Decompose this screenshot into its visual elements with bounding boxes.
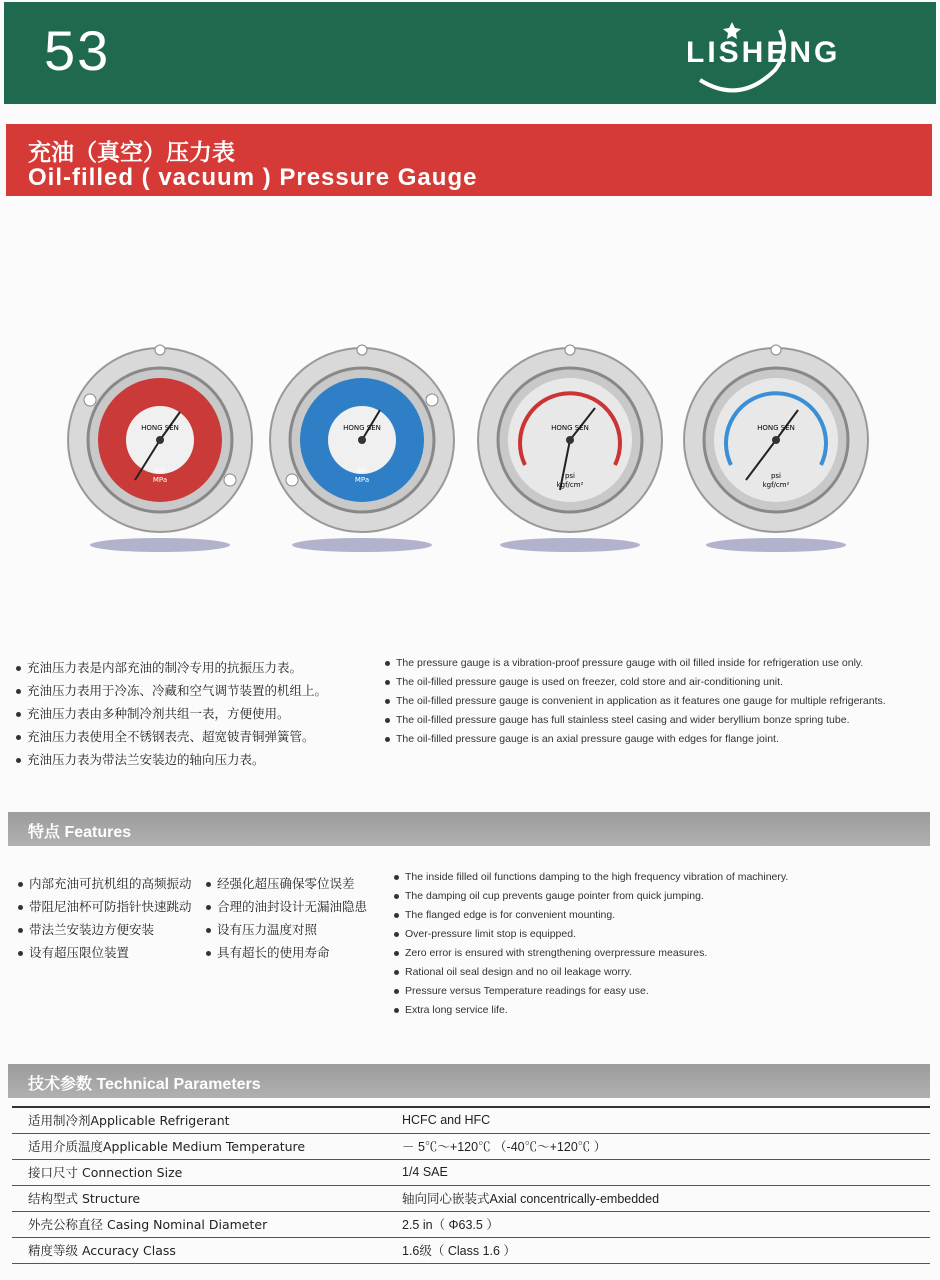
list-item: 充油压力表为带法兰安装边的轴向压力表。 [16,748,327,771]
technical-heading: 技术参数 Technical Parameters [28,1076,261,1093]
param-label: 接口尺寸 Connection Size [28,1165,183,1180]
features-list-chinese-col1 [18,872,192,964]
bullet-icon [16,758,21,763]
gauge-blue-unit1: psi [356,466,368,474]
gauge-r410a-unit1: psi [770,472,782,480]
title-band [6,124,932,196]
list-item: 内部充油可抗机组的高频振动 [18,872,192,895]
list-item: Zero error is ensured with strengthening overpressure measures. [394,944,788,963]
gauge-r410a-unit2: kgf/cm² [762,481,790,489]
param-value: HCFC and HFC [402,1113,491,1128]
bullet-icon [394,875,399,880]
param-label: 结构型式 Structure [28,1191,141,1206]
param-value: 1.6级（ Class 1.6 ） [402,1244,516,1258]
param-label: 精度等级 Accuracy Class [28,1243,176,1258]
brand-logo [680,10,860,98]
gauge-blue-unit2: MPa [354,476,370,484]
bullet-icon [16,735,21,740]
list-item: The oil-filled pressure gauge is convenient in application as it features one gauge for multiple refrigerants. [385,692,886,711]
bullet-icon [206,951,211,956]
features-section-header [8,812,930,846]
param-label: 适用制冷剂Applicable Refrigerant [28,1113,230,1129]
bullet-icon [394,970,399,975]
bullet-icon [394,951,399,956]
list-item: 充油压力表使用全不锈钢表壳、超宽铍青铜弹簧管。 [16,725,327,748]
bullet-icon [16,689,21,694]
bullet-icon [18,882,23,887]
list-item: Rational oil seal design and no oil leakage worry. [394,963,788,982]
technical-parameters-table [12,1106,930,1264]
list-item: The oil-filled pressure gauge is used on freezer, cold store and air-conditioning unit. [385,673,886,692]
intro-list-english [385,654,886,749]
table-row [12,1237,930,1263]
bullet-icon [385,661,390,666]
gauge-r404a-brand: HONG SEN [551,424,589,432]
list-item: 经强化超压确保零位误差 [206,872,367,895]
technical-section-header [8,1064,930,1098]
list-item: 设有超压限位装置 [18,941,192,964]
bullet-icon [385,718,390,723]
table-row [12,1159,930,1185]
table-row [12,1133,930,1159]
title-chinese: 充油（真空）压力表 [28,140,235,166]
param-label: 外壳公称直径 Casing Nominal Diameter [28,1217,268,1232]
gauge-photos [0,340,940,570]
param-value: 1/4 SAE [402,1165,448,1179]
brand-name: LISHENG [686,36,841,69]
gauge-r404a-unit1: psi [564,472,576,480]
bullet-icon [18,951,23,956]
table-row [12,1107,930,1133]
list-item: The flanged edge is for convenient mounting. [394,906,788,925]
bullet-icon [16,712,21,717]
list-item: 充油压力表由多种制冷剂共组一表，方便使用。 [16,702,327,725]
gauge-red-brand: HONG SEN [141,424,179,432]
bullet-icon [18,928,23,933]
gauge-r404a-unit2: kgf/cm² [556,481,584,489]
gauge-r404a-image [470,340,670,560]
list-item: 充油压力表用于冷冻、冷藏和空气调节装置的机组上。 [16,679,327,702]
features-heading: 特点 Features [28,824,132,841]
bullet-icon [206,928,211,933]
list-item: 带法兰安装边方便安装 [18,918,192,941]
bullet-icon [18,905,23,910]
gauge-blue-image [262,340,462,560]
gauge-r410a-brand: HONG SEN [757,424,795,432]
table-row [12,1185,930,1211]
list-item: Over-pressure limit stop is equipped. [394,925,788,944]
header-band [4,2,936,104]
list-item: 带阻尼油杯可防指针快速跳动 [18,895,192,918]
list-item: Pressure versus Temperature readings for easy use. [394,982,788,1001]
gauge-red-unit2: MPa [152,476,168,484]
list-item: The oil-filled pressure gauge has full stainless steel casing and wider beryllium bonze spring tube. [385,711,886,730]
bullet-icon [206,882,211,887]
bullet-icon [394,932,399,937]
list-item: 设有压力温度对照 [206,918,367,941]
bullet-icon [16,666,21,671]
list-item: Extra long service life. [394,1001,788,1020]
param-value: － 5℃～+120℃ （-40℃～+120℃ ） [402,1140,607,1154]
bullet-icon [394,913,399,918]
list-item: The pressure gauge is a vibration-proof pressure gauge with oil filled inside for refrigeration use only. [385,654,886,673]
bullet-icon [385,737,390,742]
title-english: Oil-filled ( vacuum ) Pressure Gauge [28,164,478,191]
features-list-english [394,868,788,1020]
bullet-icon [394,989,399,994]
bullet-icon [206,905,211,910]
list-item: 充油压力表是内部充油的制冷专用的抗振压力表。 [16,656,327,679]
param-value: 2.5 in（ Φ63.5 ） [402,1218,499,1232]
param-label: 适用介质温度Applicable Medium Temperature [28,1139,306,1154]
features-list-chinese-col2 [206,872,367,964]
gauge-red-image [60,340,260,560]
bullet-icon [385,699,390,704]
list-item: The damping oil cup prevents gauge pointer from quick jumping. [394,887,788,906]
param-value: 轴向同心嵌装式Axial concentrically-embedded [402,1192,660,1206]
list-item: The oil-filled pressure gauge is an axial pressure gauge with edges for flange joint. [385,730,886,749]
page-number: 53 [44,19,111,82]
bullet-icon [394,894,399,899]
bullet-icon [385,680,390,685]
list-item: The inside filled oil functions damping to the high frequency vibration of machinery. [394,868,788,887]
table-row [12,1211,930,1237]
list-item: 具有超长的使用寿命 [206,941,367,964]
gauge-r410a-image [676,340,876,560]
gauge-red-unit1: psi [154,466,166,474]
bullet-icon [394,1008,399,1013]
list-item: 合理的油封设计无漏油隐患 [206,895,367,918]
gauge-blue-brand: HONG SEN [343,424,381,432]
intro-list-chinese [16,656,327,771]
